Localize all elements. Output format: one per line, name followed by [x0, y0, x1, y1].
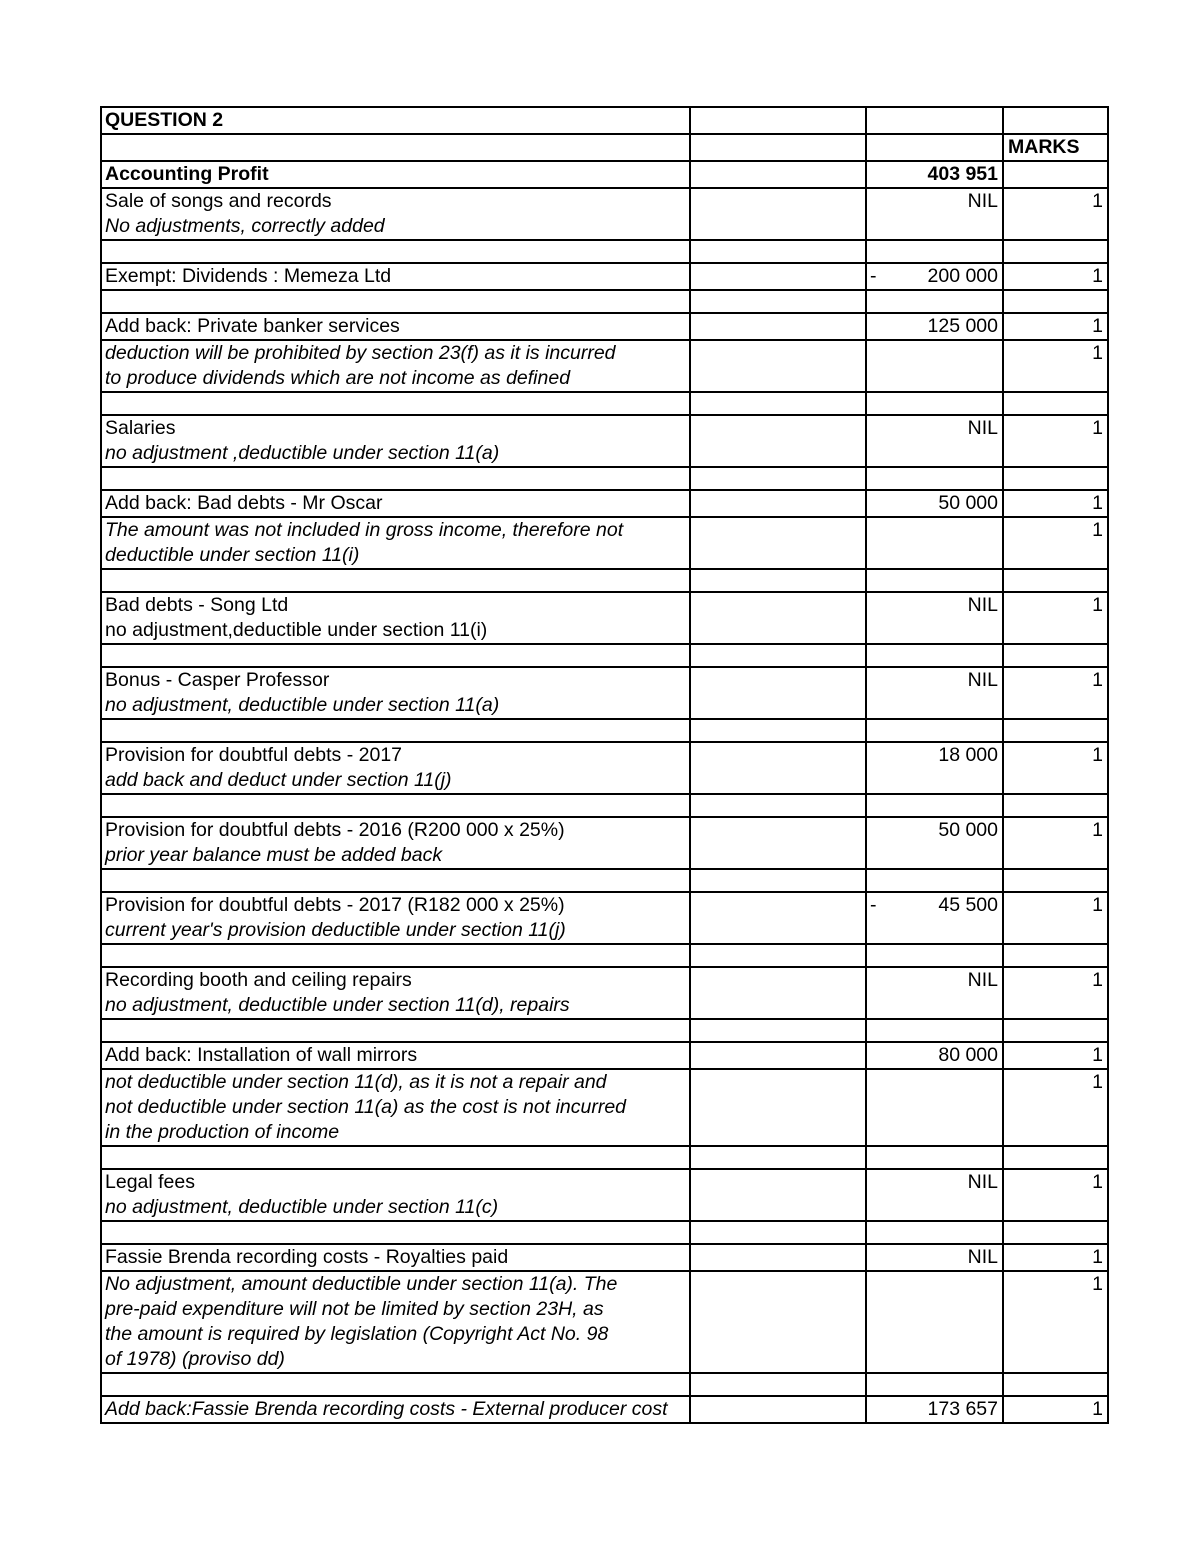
item-description-cell[interactable] [101, 1042, 690, 1069]
amount-cell[interactable] [866, 967, 1003, 1019]
item-description-cell[interactable] [101, 263, 690, 290]
amount-value: 80 000 [938, 1044, 998, 1066]
item-note: not deductible under section 11(a) as the cost is not incurred [105, 1096, 627, 1118]
marks-cell[interactable]: 1 [1003, 188, 1108, 240]
item-note: No adjustments, correctly added [105, 215, 385, 237]
spacer-row [101, 392, 1108, 415]
amount-value: 125 000 [927, 315, 998, 337]
amount-value: NIL [967, 1246, 998, 1268]
accounting-profit-amount[interactable]: 403 951 [866, 161, 1003, 188]
explanation-cell[interactable] [101, 1271, 690, 1373]
item-description-cell[interactable] [101, 490, 690, 517]
empty-cell[interactable] [690, 340, 866, 392]
amount-value: 50 000 [938, 819, 998, 841]
item-note: no adjustment ,deductible under section 11(a) [105, 442, 500, 464]
amount-value: NIL [967, 417, 998, 439]
item-note: not deductible under section 11(d), as it is not a repair and [105, 1071, 607, 1093]
empty-cell[interactable] [690, 263, 866, 290]
empty-cell[interactable] [1003, 644, 1108, 667]
empty-cell[interactable] [1003, 944, 1108, 967]
amount-cell[interactable] [866, 188, 1003, 240]
spacer-row [101, 569, 1108, 592]
empty-cell[interactable] [690, 1169, 866, 1221]
item-note: deduction will be prohibited by section 23(f) as it is incurred [105, 342, 616, 364]
empty-cell[interactable] [101, 644, 690, 667]
empty-cell[interactable] [690, 1019, 866, 1042]
item-note: add back and deduct under section 11(j) [105, 769, 452, 791]
empty-cell[interactable] [1003, 161, 1108, 188]
empty-cell[interactable] [690, 719, 866, 742]
explanation-cell[interactable] [101, 517, 690, 569]
empty-cell[interactable] [866, 644, 1003, 667]
negative-sign: - [870, 894, 877, 916]
empty-cell[interactable] [101, 944, 690, 967]
empty-cell[interactable] [690, 392, 866, 415]
empty-cell[interactable] [690, 569, 866, 592]
empty-cell[interactable] [690, 188, 866, 240]
adjustment-row [101, 667, 1108, 719]
empty-cell[interactable] [690, 1069, 866, 1146]
empty-cell[interactable] [101, 134, 690, 161]
empty-cell[interactable] [866, 1221, 1003, 1244]
item-label: Fassie Brenda recording costs - Royalties paid [105, 1246, 509, 1268]
marks-cell[interactable]: 1 [1003, 1069, 1108, 1146]
item-label: Exempt: Dividends : Memeza Ltd [105, 265, 392, 287]
item-description-cell[interactable] [101, 188, 690, 240]
item-label: Add back: Bad debts - Mr Oscar [105, 492, 383, 514]
adjustment-row [101, 1244, 1108, 1271]
item-label: Sale of songs and records [105, 190, 332, 212]
item-description-cell[interactable] [101, 967, 690, 1019]
marks-cell[interactable]: 1 [1003, 667, 1108, 719]
item-description-cell[interactable] [101, 313, 690, 340]
item-label: Recording booth and ceiling repairs [105, 969, 412, 991]
marks-cell[interactable]: 1 [1003, 313, 1108, 340]
amount-cell[interactable] [866, 1042, 1003, 1069]
title-row [101, 107, 1108, 134]
item-note: no adjustment, deductible under section 11(a) [105, 694, 500, 716]
empty-cell[interactable] [866, 134, 1003, 161]
adjustment-row [101, 742, 1108, 794]
empty-cell[interactable] [690, 742, 866, 794]
adjustment-row [101, 592, 1108, 644]
amount-value: 18 000 [938, 744, 998, 766]
empty-cell[interactable] [690, 134, 866, 161]
marks-header-cell[interactable]: MARKS [1003, 134, 1108, 161]
item-note: no adjustment, deductible under section 11(d), repairs [105, 994, 570, 1016]
marks-cell[interactable]: 1 [1003, 592, 1108, 644]
item-note: pre-paid expenditure will not be limited by section 23H, as [105, 1298, 604, 1320]
empty-cell[interactable] [1003, 467, 1108, 490]
empty-cell[interactable] [866, 794, 1003, 817]
empty-cell[interactable] [1003, 240, 1108, 263]
marks-cell[interactable]: 1 [1003, 1244, 1108, 1271]
empty-cell[interactable] [1003, 107, 1108, 134]
adjustment-row [101, 313, 1108, 340]
empty-cell[interactable] [690, 517, 866, 569]
header-row [101, 134, 1108, 161]
empty-cell[interactable] [101, 1146, 690, 1169]
amount-value: 200 000 [927, 265, 998, 287]
marks-cell[interactable]: 1 [1003, 415, 1108, 467]
amount-cell[interactable] [866, 892, 1003, 944]
item-note: prior year balance must be added back [105, 844, 443, 866]
amount-value: NIL [967, 1171, 998, 1193]
empty-cell[interactable] [1003, 794, 1108, 817]
adjustment-row [101, 1169, 1108, 1221]
spacer-row [101, 1146, 1108, 1169]
marks-cell[interactable]: 1 [1003, 1396, 1108, 1423]
empty-cell[interactable] [690, 1396, 866, 1423]
empty-cell[interactable] [866, 1069, 1003, 1146]
empty-cell[interactable] [101, 1221, 690, 1244]
amount-value: 50 000 [938, 492, 998, 514]
empty-cell[interactable] [690, 892, 866, 944]
empty-cell[interactable] [1003, 1019, 1108, 1042]
empty-cell[interactable] [101, 392, 690, 415]
spacer-row [101, 1019, 1108, 1042]
marks-cell[interactable]: 1 [1003, 517, 1108, 569]
item-label: Provision for doubtful debts - 2016 (R200 000 x 25%) [105, 819, 565, 841]
empty-cell[interactable] [866, 240, 1003, 263]
empty-cell[interactable] [101, 794, 690, 817]
amount-cell[interactable] [866, 742, 1003, 794]
item-description-cell[interactable] [101, 1244, 690, 1271]
item-label: Provision for doubtful debts - 2017 (R182 000 x 25%) [105, 894, 565, 916]
adjustment-row [101, 967, 1108, 1019]
item-label: Bad debts - Song Ltd [105, 594, 289, 616]
amount-cell[interactable] [866, 1244, 1003, 1271]
amount-cell[interactable] [866, 490, 1003, 517]
empty-cell[interactable] [690, 592, 866, 644]
empty-cell[interactable] [866, 107, 1003, 134]
empty-cell[interactable] [866, 1019, 1003, 1042]
marks-cell[interactable]: 1 [1003, 1169, 1108, 1221]
empty-cell[interactable] [690, 240, 866, 263]
item-label: Add back:Fassie Brenda recording costs - External producer cost [105, 1398, 668, 1420]
marks-cell[interactable]: 1 [1003, 1042, 1108, 1069]
empty-cell[interactable] [101, 569, 690, 592]
spreadsheet-table [100, 106, 1109, 1424]
explanation-row [101, 1271, 1108, 1373]
empty-cell[interactable] [1003, 569, 1108, 592]
spacer-row [101, 467, 1108, 490]
explanation-cell[interactable] [101, 1069, 690, 1146]
adjustment-row [101, 892, 1108, 944]
empty-cell[interactable] [1003, 290, 1108, 313]
amount-value: 173 657 [927, 1398, 998, 1420]
empty-cell[interactable] [690, 490, 866, 517]
empty-cell[interactable] [101, 1373, 690, 1396]
adjustment-row [101, 415, 1108, 467]
marks-cell[interactable]: 1 [1003, 892, 1108, 944]
empty-cell[interactable] [866, 944, 1003, 967]
item-note: No adjustment, amount deductible under section 11(a). The [105, 1273, 618, 1295]
adjustment-row [101, 188, 1108, 240]
explanation-row [101, 517, 1108, 569]
amount-value: NIL [967, 969, 998, 991]
item-label: Add back: Private banker services [105, 315, 400, 337]
empty-cell[interactable] [866, 869, 1003, 892]
empty-cell[interactable] [690, 1373, 866, 1396]
amount-cell[interactable] [866, 592, 1003, 644]
amount-value: NIL [967, 669, 998, 691]
empty-cell[interactable] [1003, 869, 1108, 892]
title-cell[interactable]: QUESTION 2 [101, 107, 690, 134]
empty-cell[interactable] [101, 290, 690, 313]
empty-cell[interactable] [866, 392, 1003, 415]
item-description-cell[interactable] [101, 817, 690, 869]
empty-cell[interactable] [690, 794, 866, 817]
adjustment-row [101, 490, 1108, 517]
empty-cell[interactable] [690, 1146, 866, 1169]
adjustment-row [101, 817, 1108, 869]
empty-cell[interactable] [690, 1244, 866, 1271]
empty-cell[interactable] [690, 415, 866, 467]
explanation-cell[interactable] [101, 340, 690, 392]
empty-cell[interactable] [690, 869, 866, 892]
empty-cell[interactable] [866, 569, 1003, 592]
item-description-cell[interactable] [101, 1396, 690, 1423]
spacer-row [101, 794, 1108, 817]
empty-cell[interactable] [866, 719, 1003, 742]
spreadsheet-body [101, 107, 1108, 1423]
amount-cell[interactable] [866, 313, 1003, 340]
empty-cell[interactable] [866, 517, 1003, 569]
empty-cell[interactable] [866, 1373, 1003, 1396]
adjustment-row [101, 1042, 1108, 1069]
item-note: no adjustment,deductible under section 11(i) [105, 619, 488, 641]
empty-cell[interactable] [690, 644, 866, 667]
marks-cell[interactable]: 1 [1003, 967, 1108, 1019]
marks-cell[interactable]: 1 [1003, 1271, 1108, 1373]
empty-cell[interactable] [101, 1019, 690, 1042]
explanation-row [101, 340, 1108, 392]
empty-cell[interactable] [866, 1271, 1003, 1373]
item-note: to produce dividends which are not income as defined [105, 367, 571, 389]
item-description-cell[interactable] [101, 1169, 690, 1221]
item-note: no adjustment, deductible under section 11(c) [105, 1196, 499, 1218]
item-description-cell[interactable] [101, 892, 690, 944]
marks-cell[interactable]: 1 [1003, 490, 1108, 517]
empty-cell[interactable] [1003, 1373, 1108, 1396]
item-label: Add back: Installation of wall mirrors [105, 1044, 418, 1066]
item-note: in the production of income [105, 1121, 340, 1143]
empty-cell[interactable] [101, 719, 690, 742]
item-description-cell[interactable] [101, 415, 690, 467]
spacer-row [101, 240, 1108, 263]
item-label: Bonus - Casper Professor [105, 669, 330, 691]
amount-value: 45 500 [938, 894, 998, 916]
empty-cell[interactable] [690, 667, 866, 719]
amount-cell[interactable] [866, 817, 1003, 869]
negative-sign: - [870, 265, 877, 287]
empty-cell[interactable] [690, 161, 866, 188]
explanation-row [101, 1069, 1108, 1146]
empty-cell[interactable] [866, 1146, 1003, 1169]
empty-cell[interactable] [101, 240, 690, 263]
item-label: Salaries [105, 417, 176, 439]
marks-cell[interactable]: 1 [1003, 263, 1108, 290]
spacer-row [101, 944, 1108, 967]
spacer-row [101, 869, 1108, 892]
item-note: current year's provision deductible under section 11(j) [105, 919, 566, 941]
spacer-row [101, 1221, 1108, 1244]
empty-cell[interactable] [690, 944, 866, 967]
empty-cell[interactable] [690, 467, 866, 490]
accounting-profit-label[interactable]: Accounting Profit [101, 161, 690, 188]
item-description-cell[interactable] [101, 667, 690, 719]
amount-cell[interactable] [866, 1396, 1003, 1423]
marks-cell[interactable]: 1 [1003, 742, 1108, 794]
empty-cell[interactable] [690, 107, 866, 134]
amount-cell[interactable] [866, 263, 1003, 290]
empty-cell[interactable] [690, 1271, 866, 1373]
spacer-row [101, 1373, 1108, 1396]
item-note: of 1978) (proviso dd) [105, 1348, 285, 1370]
empty-cell[interactable] [866, 467, 1003, 490]
item-note: deductible under section 11(i) [105, 544, 360, 566]
marks-cell[interactable]: 1 [1003, 817, 1108, 869]
empty-cell[interactable] [101, 467, 690, 490]
empty-cell[interactable] [690, 967, 866, 1019]
spacer-row [101, 719, 1108, 742]
empty-cell[interactable] [1003, 719, 1108, 742]
accounting-profit-row [101, 161, 1108, 188]
amount-value: NIL [967, 594, 998, 616]
empty-cell[interactable] [1003, 1221, 1108, 1244]
empty-cell[interactable] [866, 340, 1003, 392]
empty-cell[interactable] [690, 817, 866, 869]
spacer-row [101, 290, 1108, 313]
empty-cell[interactable] [866, 290, 1003, 313]
empty-cell[interactable] [1003, 392, 1108, 415]
item-description-cell[interactable] [101, 742, 690, 794]
amount-cell[interactable] [866, 1169, 1003, 1221]
empty-cell[interactable] [101, 869, 690, 892]
spacer-row [101, 644, 1108, 667]
amount-value: NIL [967, 190, 998, 212]
adjustment-row [101, 263, 1108, 290]
adjustment-row [101, 1396, 1108, 1423]
item-note: The amount was not included in gross income, therefore not [105, 519, 624, 541]
amount-cell[interactable] [866, 667, 1003, 719]
empty-cell[interactable] [690, 290, 866, 313]
item-label: Provision for doubtful debts - 2017 [105, 744, 403, 766]
item-note: the amount is required by legislation (Copyright Act No. 98 [105, 1323, 609, 1345]
empty-cell[interactable] [690, 313, 866, 340]
empty-cell[interactable] [690, 1221, 866, 1244]
item-description-cell[interactable] [101, 592, 690, 644]
item-label: Legal fees [105, 1171, 195, 1193]
amount-cell[interactable] [866, 415, 1003, 467]
empty-cell[interactable] [690, 1042, 866, 1069]
empty-cell[interactable] [1003, 1146, 1108, 1169]
marks-cell[interactable]: 1 [1003, 340, 1108, 392]
